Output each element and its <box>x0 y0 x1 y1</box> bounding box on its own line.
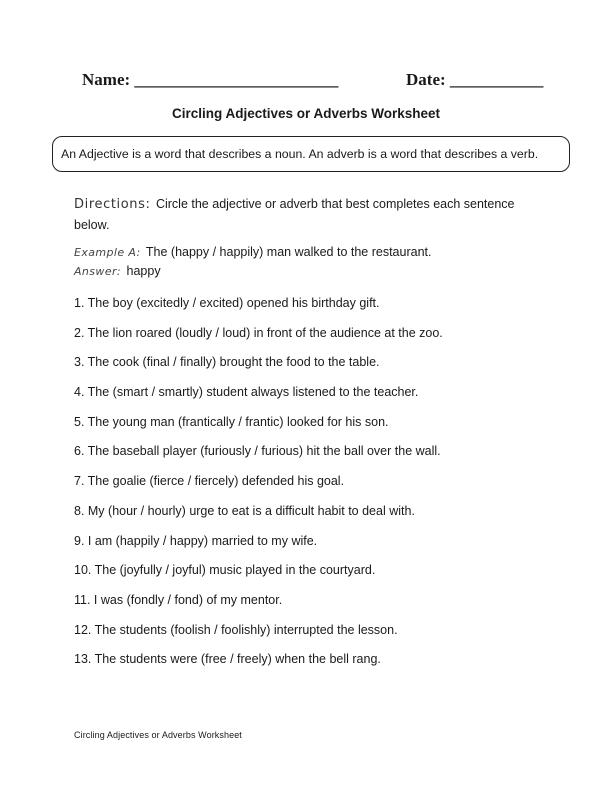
directions-label: Directions: <box>74 197 151 212</box>
definition-box <box>52 136 570 172</box>
question-item: 7. The goalie (fierce / fiercely) defended his goal. <box>74 474 345 489</box>
answer-line <box>74 264 161 278</box>
name-field: Name: ________________________ <box>82 70 339 89</box>
question-item: 6. The baseball player (furiously / furious) hit the ball over the wall. <box>74 444 441 459</box>
question-item: 3. The cook (final / finally) brought the food to the table. <box>74 355 380 370</box>
question-item: 5. The young man (frantically / frantic) looked for his son. <box>74 414 389 429</box>
question-item: 2. The lion roared (loudly / loud) in front of the audience at the zoo. <box>74 325 443 340</box>
directions <box>74 194 544 235</box>
worksheet-title: Circling Adjectives or Adverbs Worksheet <box>171 106 441 121</box>
question-list <box>74 294 574 680</box>
date-field: Date: ___________ <box>406 70 544 89</box>
definition-text: An Adjective is a word that describes a noun. An adverb is a word that describes a verb. <box>61 147 539 161</box>
question-item: 4. The (smart / smartly) student always listened to the teacher. <box>74 385 419 400</box>
page-footer: Circling Adjectives or Adverbs Worksheet <box>74 730 242 740</box>
answer-text: happy <box>126 264 161 278</box>
question-item: 11. I was (fondly / fond) of my mentor. <box>74 592 283 607</box>
question-item: 1. The boy (excitedly / excited) opened his birthday gift. <box>74 296 380 310</box>
directions-text: Circle the adjective or adverb that best completes each sentence below. <box>74 197 515 232</box>
question-item: 9. I am (happily / happy) married to my wife. <box>74 533 318 548</box>
example-line <box>74 245 431 259</box>
worksheet-header <box>0 68 612 94</box>
question-item: 10. The (joyfully / joyful) music played in the courtyard. <box>74 563 376 578</box>
question-item: 12. The students (foolish / foolishly) interrupted the lesson. <box>74 622 398 637</box>
example-text: The (happy / happily) man walked to the restaurant. <box>145 245 432 259</box>
question-item: 13. The students were (free / freely) when the bell rang. <box>74 652 381 667</box>
answer-label: Answer: <box>74 265 122 278</box>
example-label: Example A: <box>74 246 141 259</box>
question-item: 8. My (hour / hourly) urge to eat is a difficult habit to deal with. <box>74 503 415 518</box>
